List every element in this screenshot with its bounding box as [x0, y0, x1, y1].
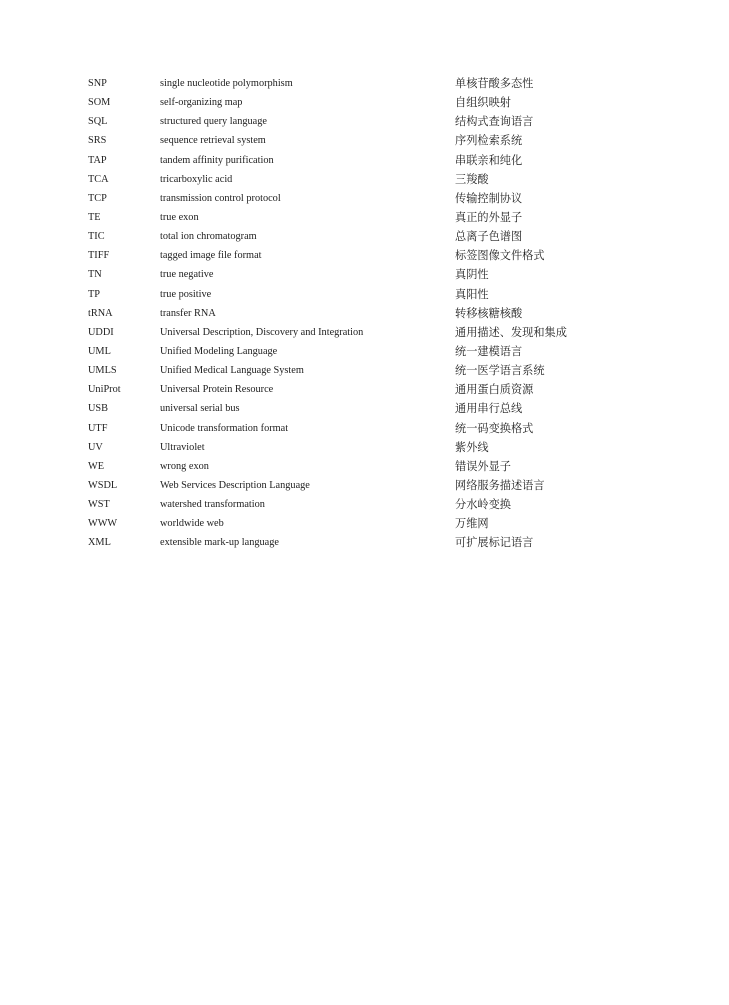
chinese-term: 真正的外显子: [455, 210, 523, 224]
english-term: transfer RNA: [160, 307, 216, 319]
chinese-term: 统一医学语言系统: [455, 364, 545, 378]
chinese-term: 网络服务描述语言: [455, 478, 545, 492]
chinese-term: 三羧酸: [455, 172, 489, 186]
english-term: tandem affinity purification: [160, 154, 274, 166]
chinese-term: 转移核糖核酸: [455, 306, 523, 320]
english-term: tagged image file format: [160, 250, 262, 262]
chinese-term: 可扩展标记语言: [455, 536, 534, 550]
english-term: wrong exon: [160, 460, 209, 472]
chinese-term: 通用蛋白质资源: [455, 383, 534, 397]
abbreviation: UDDI: [88, 326, 114, 338]
chinese-term: 万维网: [455, 517, 489, 531]
glossary-row: [88, 361, 688, 380]
glossary-row: [88, 131, 688, 150]
abbreviation: WSDL: [88, 479, 118, 491]
english-term: Universal Protein Resource: [160, 384, 274, 396]
abbreviation: TAP: [88, 154, 107, 166]
glossary-row: [88, 170, 688, 189]
abbreviation: TE: [88, 211, 101, 223]
english-term: structured query language: [160, 116, 267, 128]
english-term: Unified Modeling Language: [160, 345, 278, 357]
glossary-row: [88, 227, 688, 246]
glossary-row: [88, 74, 688, 93]
glossary-row: [88, 457, 688, 476]
chinese-term: 错误外显子: [455, 459, 511, 473]
chinese-term: 通用描述、发现和集成: [455, 325, 567, 339]
english-term: Universal Description, Discovery and Integration: [160, 326, 364, 338]
chinese-term: 序列检索系统: [455, 134, 523, 148]
abbreviation: UTF: [88, 422, 108, 434]
chinese-term: 自组织映射: [455, 96, 511, 110]
abbreviation: TP: [88, 288, 101, 300]
english-term: Ultraviolet: [160, 441, 205, 453]
chinese-term: 通用串行总线: [455, 402, 523, 416]
english-term: single nucleotide polymorphism: [160, 78, 293, 89]
glossary-row: [88, 151, 688, 170]
english-term: tricarboxylic acid: [160, 173, 233, 185]
glossary-row: [88, 514, 688, 533]
english-term: sequence retrieval system: [160, 135, 266, 147]
chinese-term: 结构式查询语言: [455, 115, 534, 129]
glossary-row: [88, 265, 688, 284]
glossary-row: [88, 533, 688, 552]
chinese-term: 紫外线: [455, 440, 489, 454]
english-term: Unified Medical Language System: [160, 365, 304, 377]
glossary-row: [88, 323, 688, 342]
chinese-term: 总离子色谱图: [455, 230, 523, 244]
abbreviation: WE: [88, 460, 105, 472]
abbreviation: UML: [88, 345, 111, 357]
glossary-row: [88, 380, 688, 399]
english-term: total ion chromatogram: [160, 231, 257, 243]
abbreviation: UV: [88, 441, 103, 453]
english-term: worldwide web: [160, 518, 224, 530]
chinese-term: 传输控制协议: [455, 191, 523, 205]
glossary-row: [88, 399, 688, 418]
abbreviation: UMLS: [88, 365, 117, 377]
glossary-row: [88, 495, 688, 514]
glossary-row: [88, 189, 688, 208]
abbreviation: SOM: [88, 97, 111, 109]
glossary-row: [88, 112, 688, 131]
glossary-row: [88, 304, 688, 323]
abbreviation: tRNA: [88, 307, 113, 319]
abbreviation: SNP: [88, 78, 107, 89]
glossary-row: [88, 476, 688, 495]
glossary-row: [88, 438, 688, 457]
glossary-row: [88, 208, 688, 227]
abbreviation: XML: [88, 537, 111, 549]
chinese-term: 真阴性: [455, 268, 489, 282]
english-term: Unicode transformation format: [160, 422, 289, 434]
english-term: watershed transformation: [160, 499, 265, 511]
chinese-term: 真阳性: [455, 287, 489, 301]
abbreviation: UniProt: [88, 384, 121, 396]
english-term: true positive: [160, 288, 212, 300]
english-term: true exon: [160, 211, 199, 223]
english-term: self-organizing map: [160, 97, 243, 109]
abbreviation: USB: [88, 403, 109, 415]
abbreviation: SQL: [88, 116, 108, 128]
glossary-row: [88, 285, 688, 304]
chinese-term: 分水岭变换: [455, 498, 511, 512]
english-term: extensible mark-up language: [160, 537, 279, 549]
english-term: transmission control protocol: [160, 192, 281, 204]
chinese-term: 标签图像文件格式: [455, 249, 545, 263]
abbreviation: SRS: [88, 135, 107, 147]
english-term: true negative: [160, 269, 214, 281]
abbreviation: TCA: [88, 173, 109, 185]
chinese-term: 统一码变换格式: [455, 421, 534, 435]
abbreviation: TCP: [88, 192, 107, 204]
abbreviation: WST: [88, 499, 110, 511]
abbreviation: TN: [88, 269, 102, 281]
glossary-row: [88, 246, 688, 265]
english-term: Web Services Description Language: [160, 479, 310, 491]
abbreviation: TIC: [88, 231, 105, 243]
chinese-term: 串联亲和纯化: [455, 153, 523, 167]
glossary-row: [88, 342, 688, 361]
chinese-term: 单核苷酸多态性: [455, 77, 534, 90]
english-term: universal serial bus: [160, 403, 240, 415]
abbreviation-glossary: [88, 74, 688, 553]
glossary-row: [88, 419, 688, 438]
glossary-row: [88, 93, 688, 112]
abbreviation: WWW: [88, 518, 118, 530]
abbreviation: TIFF: [88, 250, 110, 262]
chinese-term: 统一建模语言: [455, 344, 523, 358]
